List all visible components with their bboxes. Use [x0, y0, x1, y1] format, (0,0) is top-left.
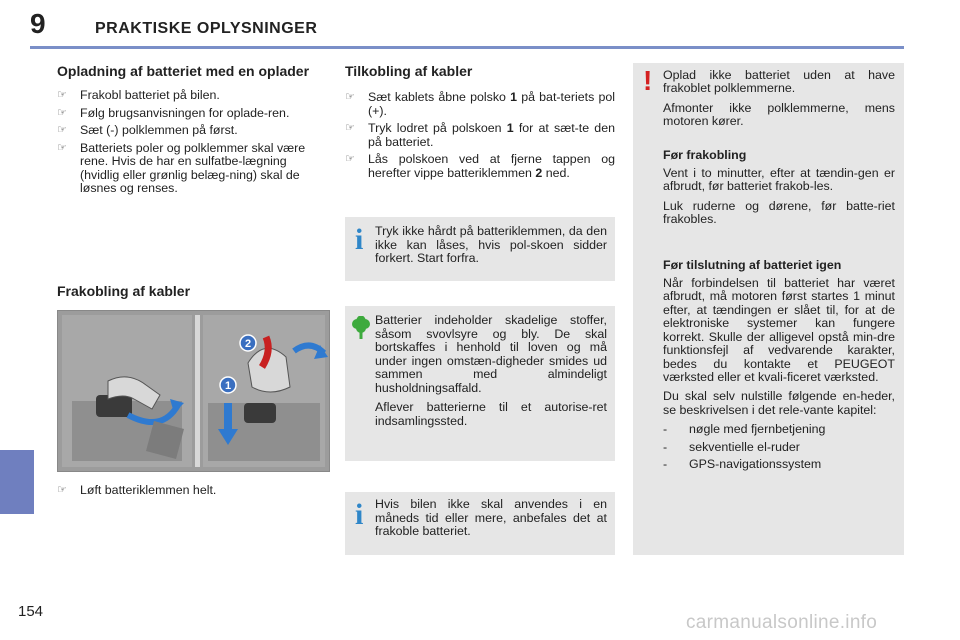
- list-item: - nøgle med fjernbetjening: [663, 422, 826, 437]
- eco-paragraph: Aflever batterierne til et autorise-ret indsamlingssted.: [375, 400, 607, 428]
- callout-2: 2: [244, 338, 252, 350]
- list-item: ☞ Tryk lodret på polskoen 1 for at sæt-te den på batteriet.: [345, 121, 615, 149]
- info-box-storage-text: Hvis bilen ikke skal anvendes i en måneds tid eller mere, anbefales det at frakoble batteriet.: [375, 497, 607, 538]
- info-box-clamp-text: Tryk ikke hårdt på batteriklemmen, da den ikke kan låses, hvis pol-skoen sidder forkert. Start forfra.: [375, 224, 607, 265]
- warning-paragraph: Oplad ikke batteriet uden at have frakoblet polklemmerne.: [663, 68, 895, 96]
- callout-1: 1: [224, 380, 232, 392]
- charging-steps: [57, 89, 327, 196]
- list-item: ☞ Sæt kablets åbne polsko 1 på bat-teriets pol (+).: [345, 90, 615, 118]
- watermark: carmanualsonline.info: [686, 612, 878, 633]
- eco-box-text: [375, 314, 607, 434]
- connect-steps: [345, 91, 615, 180]
- list-item: ☞ Batteriets poler og polklemmer skal være rene. Hvis de har en sulfatbe-lægning (hvidlig eller grønlig belæg-ning) skal de løsnes og renses.: [57, 140, 306, 195]
- header-rule: [30, 46, 904, 49]
- chapter-side-tab: [0, 450, 34, 514]
- chapter-title: PRAKTISKE OPLYSNINGER: [95, 20, 318, 37]
- warning-paragraph: Vent i to minutter, efter at tændin-gen er afbrudt, før batteriet frakob-les.: [663, 166, 895, 194]
- reset-items: [663, 423, 895, 471]
- section-charging: [57, 63, 327, 200]
- battery-terminal-drawing: [58, 311, 329, 471]
- info-icon: i: [355, 223, 364, 256]
- pointing-hand-icon: ☞: [57, 124, 67, 136]
- eco-paragraph: Batterier indeholder skadelige stoffer, såsom svovlsyre og bly. De skal bortskaffes i henhold til loven og må under ingen omstæn-digheder smides ud sammen med almindeligt husholdningsaffald.: [375, 313, 607, 395]
- section-charging-title: Opladning af batteriet med en oplader: [57, 63, 310, 79]
- pointing-hand-icon: ☞: [345, 153, 355, 165]
- page-number: 154: [18, 603, 44, 620]
- pointing-hand-icon: ☞: [57, 141, 67, 154]
- warning-paragraph: Afmonter ikke polklemmerne, mens motoren kører.: [663, 100, 895, 129]
- list-item: - sekventielle el-ruder: [663, 439, 800, 454]
- pointing-hand-icon: ☞: [57, 484, 67, 496]
- info-icon: i: [355, 498, 364, 531]
- tree-icon: [351, 316, 371, 340]
- list-item: ☞ Følg brugsanvisningen for oplade-ren.: [57, 105, 290, 120]
- warning-box: [633, 63, 904, 555]
- pointing-hand-icon: ☞: [57, 89, 67, 101]
- warning-subtitle-before: Før frakobling: [663, 147, 747, 162]
- list-item: ☞ Sæt (-) polklemmen på først.: [57, 123, 238, 137]
- list-item: ☞ Lås polskoen ved at fjerne tappen og herefter vippe batteriklemmen 2 ned.: [345, 152, 615, 180]
- disconnect-steps: [57, 484, 327, 502]
- warning-paragraph: Når forbindelsen til batteriet har været afbrudt, må motoren først startes 1 minut efter, at tændingen er slået til, for at de elektroniske systemer kan fungere korrekt. Skulle der alligevel opstå min-dre funktionsfejl af vedvarende karakter, bedes du kontakte et PEUGEOT værksted eller et kvali-ficeret værksted.: [663, 276, 895, 384]
- warning-paragraph: Luk ruderne og dørene, før batte-riet frakobles.: [663, 198, 895, 227]
- section-connect: [345, 63, 615, 184]
- pointing-hand-icon: ☞: [345, 91, 355, 103]
- section-disconnect-title: Frakobling af kabler: [57, 283, 191, 299]
- exclamation-icon: !: [643, 65, 653, 96]
- info-box-storage: [345, 492, 615, 555]
- chapter-number: 9: [30, 8, 46, 39]
- warning-box-content: [663, 69, 895, 475]
- pointing-hand-icon: ☞: [57, 106, 67, 119]
- info-box-clamp: [345, 217, 615, 281]
- section-connect-title: Tilkobling af kabler: [345, 63, 473, 79]
- pointing-hand-icon: ☞: [345, 122, 355, 134]
- warning-paragraph: Du skal selv nulstille følgende en-heder, se beskrivelsen i det rele-vante kapitel:: [663, 389, 895, 417]
- list-item: - GPS-navigationssystem: [663, 456, 822, 471]
- battery-terminal-illustration: [57, 310, 330, 472]
- eco-box: [345, 306, 615, 461]
- list-item: ☞ Løft batteriklemmen helt.: [57, 483, 217, 497]
- list-item: ☞ Frakobl batteriet på bilen.: [57, 88, 220, 102]
- warning-subtitle-reconnect: Før tilslutning af batteriet igen: [663, 257, 842, 272]
- section-disconnect: [57, 283, 327, 299]
